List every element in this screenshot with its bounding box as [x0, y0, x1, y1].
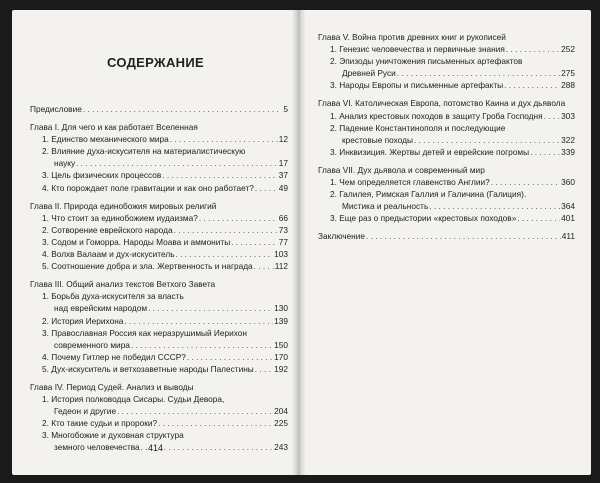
toc-entry-title: 1. Генезис человечества и первичные знания	[330, 44, 505, 55]
toc-dot-leader	[544, 110, 561, 122]
toc-entry-title: 1. Анализ крестовых походов в защиту Гроба Господня	[330, 110, 543, 121]
toc-entry-page: 322	[561, 134, 575, 145]
toc-entry-title: Гедеон и другие	[54, 406, 117, 417]
toc-entry-title: земного человечества	[54, 442, 140, 453]
toc-entry	[318, 188, 575, 200]
toc-entry-title: 2. История Иерихона	[42, 315, 124, 326]
toc-dot-leader	[176, 248, 274, 260]
toc-entry	[30, 351, 288, 363]
toc-entry-title: 3. Цель физических процессов	[42, 170, 162, 181]
page-number: 414	[147, 443, 164, 453]
toc-entry-title: 1. Единство механического мира	[42, 134, 169, 145]
toc-entry-title: Глава III. Общий анализ текстов Ветхого Завета	[30, 279, 216, 290]
toc-entry-page: 112	[274, 261, 288, 272]
toc-dot-leader	[255, 363, 273, 375]
toc-dot-leader	[231, 236, 278, 248]
toc-entry-title: 3. Инквизиция. Жертвы детей и еврейские погромы	[330, 146, 530, 157]
toc-entry	[30, 236, 288, 248]
toc-chapter-entry	[318, 164, 575, 176]
toc-entry-title: Глава VII. Дух дьявола и современный мир	[318, 164, 485, 175]
toc-entry-title: 2. Кто такие судьи и пророки?	[42, 418, 158, 429]
toc-entry-title: 2. Галилея, Римская Галлия и Галичина (Галиция).	[330, 189, 527, 200]
toc-entry-title: 4. Волхв Валаам и дух-искуситель	[42, 249, 175, 260]
toc-entry-title: 3. Содом и Гоморра. Народы Моава и аммониты	[42, 236, 231, 247]
toc-entry-page: 360	[561, 177, 575, 188]
toc-chapter-entry	[318, 31, 575, 43]
toc-entry-page: 339	[561, 146, 575, 157]
toc-entry-page: 401	[561, 213, 575, 224]
toc-dot-leader	[117, 405, 273, 417]
toc-dot-leader	[397, 67, 560, 79]
toc-entry-title: 1. Чем определяется главенство Англии?	[330, 177, 490, 188]
toc-dot-leader	[504, 79, 560, 91]
toc-entry-page: 204	[274, 406, 288, 417]
toc-dot-leader	[491, 176, 560, 188]
toc-dot-leader	[148, 302, 273, 314]
toc-entry	[318, 67, 575, 79]
toc-entry-title: Глава II. Природа единобожия мировых религий	[30, 200, 217, 211]
toc-chapter-entry	[30, 278, 288, 290]
toc-entry-page: 130	[274, 303, 288, 314]
toc-entry-page: 275	[561, 68, 575, 79]
toc-entry	[30, 290, 288, 302]
toc-entry	[30, 248, 288, 260]
toc-entry	[30, 429, 288, 441]
toc-dot-leader	[162, 169, 277, 181]
toc-entry	[30, 327, 288, 339]
toc-entry	[30, 339, 288, 351]
toc-entry-page: 252	[561, 44, 575, 55]
toc-chapter-entry	[318, 97, 575, 109]
toc-dot-leader	[170, 133, 278, 145]
toc-entry-title: 4. Почему Гитлер не победил СССР?	[42, 351, 186, 362]
toc-entry	[30, 145, 288, 157]
toc-entry-title: 3. Многобожие и духовная структура	[42, 430, 184, 441]
toc-entry	[318, 134, 575, 146]
toc-dot-leader	[199, 212, 278, 224]
toc-entry-title: 3. Еще раз о предыстории «крестовых походов»	[330, 213, 517, 224]
toc-entry	[30, 133, 288, 145]
toc-dot-leader	[366, 230, 561, 242]
toc-dot-leader	[187, 351, 273, 363]
toc-dot-leader	[506, 43, 560, 55]
toc-entry	[30, 393, 288, 405]
toc-entry	[318, 110, 575, 122]
toc-entry	[30, 169, 288, 181]
toc-entry-page: 17	[278, 158, 288, 169]
toc-entry-title: науку	[54, 158, 76, 169]
toc-dot-leader	[255, 182, 278, 194]
toc-entry	[30, 405, 288, 417]
toc-entry	[318, 43, 575, 55]
toc-entry	[30, 302, 288, 314]
toc-entry-page: 364	[561, 201, 575, 212]
toc-entry-title: 2. Влияние духа-искусителя на материалистическую	[42, 146, 246, 157]
toc-entry	[30, 182, 288, 194]
toc-entry-page: 192	[274, 363, 288, 374]
toc-entry-page: 5	[283, 104, 288, 114]
toc-right-column	[318, 31, 575, 243]
toc-entry-page: 103	[274, 249, 288, 260]
toc-entry-title: 1. Что стоит за единобожием иудаизма?	[42, 212, 198, 223]
toc-dot-leader	[83, 103, 283, 115]
toc-entry	[30, 224, 288, 236]
toc-entry-title: современного мира	[54, 339, 130, 350]
toc-dot-leader	[530, 146, 560, 158]
toc-dot-leader	[254, 260, 274, 272]
toc-entry-page: 150	[274, 339, 288, 350]
toc-entry-page: 288	[561, 80, 575, 91]
toc-entry	[318, 200, 575, 212]
toc-entry-title: Предисловие	[30, 104, 82, 114]
toc-entry-title: Глава I. Для чего и как работает Вселенная	[30, 122, 198, 133]
toc-entry-title: 2. Эпизоды уничтожения письменных артефактов	[330, 56, 523, 67]
toc-entry-title: 5. Дух-искуситель и ветхозаветные народы Палестины	[42, 363, 254, 374]
toc-entry-page: 139	[274, 315, 288, 326]
toc-entry-title: над еврейским народом	[54, 303, 148, 314]
toc-heading: СОДЕРЖАНИЕ	[107, 55, 204, 70]
toc-entry	[30, 212, 288, 224]
toc-entry-page: 225	[274, 418, 288, 429]
toc-entry-title: Глава V. Война против древних книг и рукописей	[318, 32, 506, 42]
toc-entry	[30, 363, 288, 375]
toc-entry-page: 37	[278, 170, 288, 181]
toc-entry-page: 73	[278, 224, 288, 235]
toc-entry-title: 3. Народы Европы и письменные артефакты	[330, 80, 504, 91]
toc-entry-page: 411	[561, 231, 575, 242]
toc-dot-leader	[429, 200, 560, 212]
toc-entry-page: 77	[278, 236, 288, 247]
toc-dot-leader	[517, 212, 560, 224]
toc-entry-title: крестовые походы	[342, 134, 413, 145]
toc-entry-title: 2. Сотворение еврейского народа	[42, 224, 173, 235]
toc-entry	[318, 212, 575, 224]
toc-chapter-entry	[318, 230, 575, 242]
toc-entry	[318, 146, 575, 158]
toc-entry-page: 303	[561, 110, 575, 121]
toc-dot-leader	[158, 417, 273, 429]
toc-entry-page: 49	[278, 182, 288, 193]
toc-chapter-entry	[30, 381, 288, 393]
book-gutter	[292, 10, 306, 475]
toc-chapter-entry	[30, 103, 288, 115]
toc-entry-title: Глава VI. Католическая Европа, потомство Каина и дух дьявола	[318, 98, 566, 109]
toc-entry-title: 2. Падение Константинополя и последующие	[330, 122, 506, 133]
toc-dot-leader	[124, 315, 273, 327]
toc-entry	[318, 122, 575, 134]
toc-entry-title: 1. Борьба духа-искусителя за власть	[42, 291, 184, 302]
toc-entry-page: 243	[274, 442, 288, 453]
toc-entry-title: 5. Соотношение добра и зла. Жертвенность и награда	[42, 261, 253, 272]
toc-entry-page: 12	[278, 134, 288, 145]
toc-entry-title: Древней Руси	[342, 68, 396, 79]
toc-chapter-entry	[30, 121, 288, 133]
toc-entry	[30, 260, 288, 272]
toc-dot-leader	[174, 224, 278, 236]
toc-entry-title: Мистика и реальность	[342, 201, 429, 212]
toc-chapter-entry	[30, 200, 288, 212]
toc-entry-title: 3. Православная Россия как неразрушимый Иерихон	[42, 327, 248, 338]
toc-entry	[30, 315, 288, 327]
toc-dot-leader	[131, 339, 273, 351]
toc-entry-page: 66	[278, 212, 288, 223]
toc-entry-title: 1. История полководца Сисары. Судьи Девора,	[42, 394, 225, 405]
toc-entry	[30, 157, 288, 169]
toc-entry-title: Заключение	[318, 231, 365, 242]
toc-entry-title: 4. Кто порождает поле гравитации и как оно работает?	[42, 182, 254, 193]
toc-entry	[30, 417, 288, 429]
toc-entry	[318, 55, 575, 67]
toc-dot-leader	[414, 134, 560, 146]
toc-entry	[318, 176, 575, 188]
toc-entry	[318, 79, 575, 91]
toc-entry-page: 170	[274, 351, 288, 362]
toc-entry-title: Глава IV. Период Судей. Анализ и выводы	[30, 381, 194, 392]
toc-left-column	[30, 103, 288, 454]
toc-dot-leader	[76, 157, 278, 169]
